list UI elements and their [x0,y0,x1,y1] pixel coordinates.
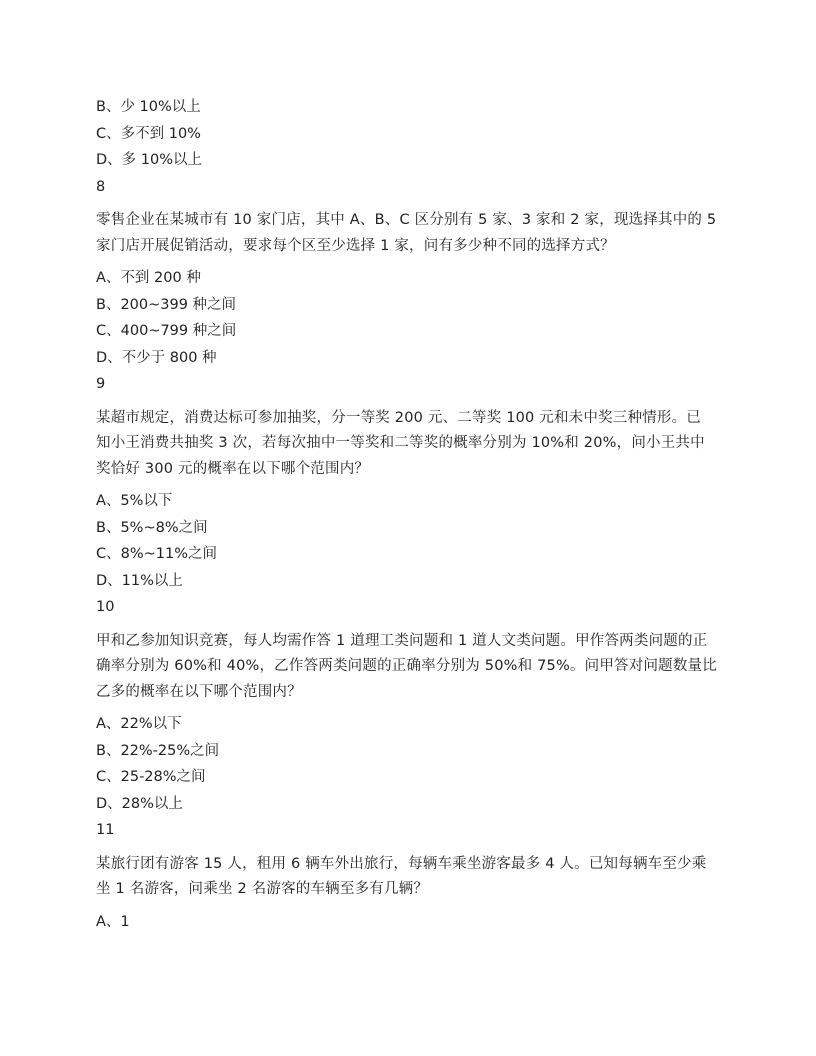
option-a: A、不到 200 种 [96,270,201,286]
option-c: C、8%~11%之间 [96,546,218,562]
question-text: 某超市规定，消费达标可参加抽奖，分一等奖 200 元、二等奖 100 元和未中奖三种情形。已知小王消费共抽奖 3 次，若每次抽中一等奖和二等奖的概率分别为 10%和 20%，问小王共中奖恰好 300 元的概率在以下哪个范围内？ [96,409,705,477]
question-9 [96,371,726,594]
option-c: C、400~799 种之间 [96,323,237,339]
option-b: B、少 10%以上 [96,99,201,115]
question-10 [96,594,726,817]
question-text: 某旅行团有游客 15 人，租用 6 辆车外出旅行，每辆车乘坐游客最多 4 人。已知每辆车至少乘坐 1 名游客，问乘坐 2 名游客的车辆至多有几辆？ [96,855,707,897]
option-b: B、22%-25%之间 [96,742,220,759]
question-number: 9 [96,376,106,392]
question-8 [96,174,726,372]
option-b: B、200~399 种之间 [96,296,237,313]
question-text: 甲和乙参加知识竞赛，每人均需作答 1 道理工类问题和 1 道人文类问题。甲作答两类问题的正确率分别为 60%和 40%，乙作答两类问题的正确率分别为 50%和 75%。问甲答对问题数量比乙多的概率在以下哪个范围内？ [96,632,717,700]
option-b: B、5%~8%之间 [96,519,208,536]
option-c: C、多不到 10% [96,125,201,142]
question-11 [96,817,726,935]
option-c: C、25-28%之间 [96,769,206,785]
question-number: 8 [96,178,106,195]
option-a: A、22%以下 [96,716,182,732]
option-a: A、1 [96,913,130,930]
option-list [96,94,726,174]
option-a: A、5%以下 [96,493,173,509]
option-d: D、不少于 800 种 [96,349,217,366]
question-text: 零售企业在某城市有 10 家门店，其中 A、B、C 区分别有 5 家、3 家和 2 家，现选择其中的 5 家门店开展促销活动，要求每个区至少选择 1 家，问有多少种不同的选择方式？ [96,212,717,254]
document-page [96,94,726,935]
option-d: D、11%以上 [96,572,183,589]
option-d: D、多 10%以上 [96,152,203,168]
question-number: 11 [96,822,115,838]
option-d: D、28%以上 [96,795,183,812]
question-number: 10 [96,599,115,615]
